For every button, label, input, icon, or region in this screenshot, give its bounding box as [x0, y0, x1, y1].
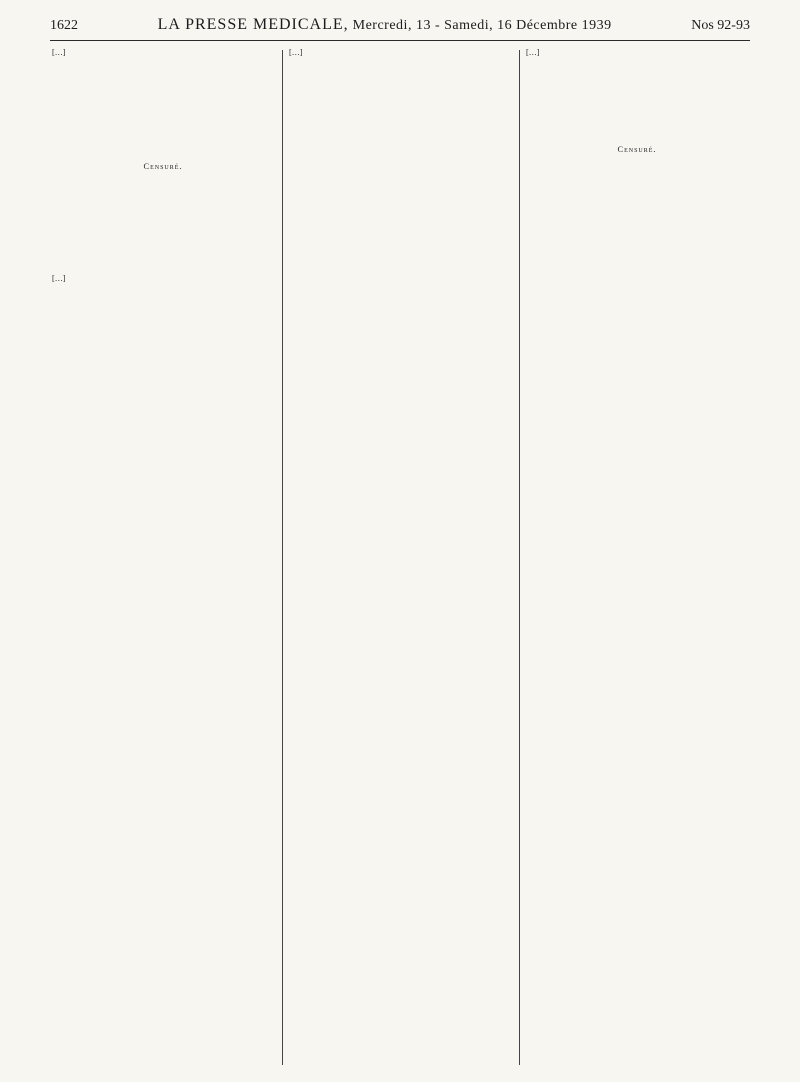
- column-right: [526, 48, 748, 1068]
- censored-label: Censuré.: [143, 162, 183, 172]
- masthead: [158, 16, 612, 34]
- page-number: 1622: [50, 18, 78, 33]
- journal-title: LA PRESSE MEDICALE,: [157, 16, 349, 33]
- column-left: [52, 48, 274, 1068]
- page-header: [50, 16, 750, 41]
- paragraph: […]: [289, 48, 303, 57]
- paragraph: […]: [52, 48, 66, 57]
- censored-label: Censuré.: [617, 145, 657, 155]
- column-divider: [519, 50, 520, 1065]
- column-middle: [289, 48, 511, 1068]
- censored-notice: [52, 60, 274, 274]
- paragraph: […]: [526, 48, 540, 57]
- censored-notice: [526, 60, 748, 240]
- paragraph: […]: [52, 274, 66, 284]
- column-divider: [282, 50, 283, 1065]
- issue-number: Nos 92-93: [691, 18, 750, 33]
- issue-date: Mercredi, 13 - Samedi, 16 Décembre 1939: [352, 18, 612, 33]
